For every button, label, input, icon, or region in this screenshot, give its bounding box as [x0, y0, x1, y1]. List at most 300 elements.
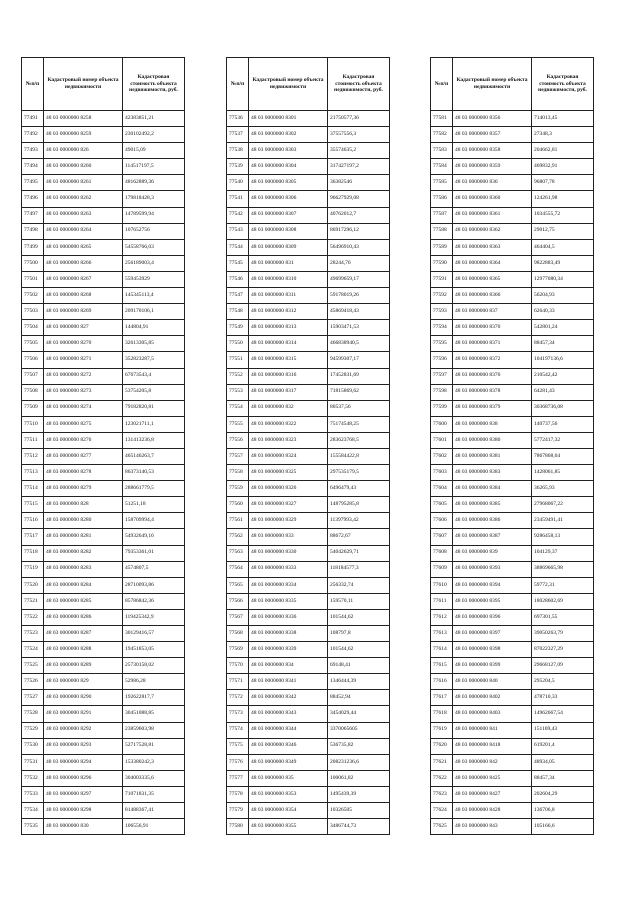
row-number: 77572: [227, 690, 249, 706]
cadastral-value: 52986,28: [123, 674, 185, 690]
row-number: 77556: [227, 432, 249, 448]
cadastral-value: 29012,75: [532, 223, 594, 239]
row-number: 77581: [431, 111, 453, 127]
cadastral-value: 88672,67: [328, 529, 390, 545]
cadastral-number: 48 03 0000000 8349: [249, 754, 328, 770]
table-row: [227, 384, 390, 400]
table-row: [227, 497, 390, 513]
cadastral-value: 48934,05: [532, 754, 594, 770]
cadastral-number: 48 03 0000000 8288: [44, 642, 123, 658]
cadastral-value: 466838940,5: [328, 336, 390, 352]
cadastral-value: 151169,43: [532, 722, 594, 738]
cadastral-number: 48 03 0000000 8338: [249, 626, 328, 642]
cadastral-value: 140737,56: [532, 416, 594, 432]
row-number: 77553: [227, 384, 249, 400]
cadastral-value: 88457,34: [532, 336, 594, 352]
cadastral-value: 29668127,09: [532, 658, 594, 674]
table-row: [431, 175, 594, 191]
cadastral-value: 192622817,7: [123, 690, 185, 706]
cadastral-number: 48 03 0000000 840: [453, 674, 532, 690]
table-row: [22, 320, 185, 336]
cadastral-value: 148795285,8: [328, 497, 390, 513]
row-number: 77530: [22, 738, 44, 754]
cadastral-value: 559453929: [123, 271, 185, 287]
table-row: [431, 127, 594, 143]
table-row: [431, 384, 594, 400]
table-row: [431, 513, 594, 529]
cadastral-number: 48 03 0000000 8265: [44, 239, 123, 255]
cadastral-value: 71815869,62: [328, 384, 390, 400]
cadastral-number: 48 03 0000000 8313: [249, 320, 328, 336]
cadastral-number: 48 03 0000000 834: [249, 658, 328, 674]
cadastral-number: 48 03 0000000 8284: [44, 577, 123, 593]
table-row: [227, 143, 390, 159]
table-row: [227, 320, 390, 336]
table-row: [227, 513, 390, 529]
cadastral-value: 9286458,13: [532, 529, 594, 545]
table-row: [22, 497, 185, 513]
header-cadastral-value: Кадастровая стоимость объекта недвижимости, руб.: [532, 58, 594, 111]
row-number: 77567: [227, 609, 249, 625]
cadastral-number: 48 03 0000000 8366: [453, 288, 532, 304]
table-row: [22, 593, 185, 609]
cadastral-value: 153380242,3: [123, 754, 185, 770]
cadastral-value: 283623768,5: [328, 432, 390, 448]
row-number: 77510: [22, 416, 44, 432]
cadastral-number: 48 03 0000000 8267: [44, 271, 123, 287]
cadastral-number: 48 03 0000000 8333: [249, 561, 328, 577]
table-row: [431, 207, 594, 223]
cadastral-value: 9822883,49: [532, 255, 594, 271]
table-row: [227, 561, 390, 577]
cadastral-value: 101544,62: [328, 609, 390, 625]
table-row: [22, 175, 185, 191]
row-number: 77533: [22, 786, 44, 802]
cadastral-number: 48 03 0000000 8307: [249, 207, 328, 223]
row-number: 77559: [227, 481, 249, 497]
row-number: 77569: [227, 642, 249, 658]
cadastral-value: 124261,98: [532, 191, 594, 207]
cadastral-number: 48 03 0000000 8386: [453, 513, 532, 529]
cadastral-number: 48 03 0000000 8294: [44, 754, 123, 770]
cadastral-number: 48 03 0000000 8396: [453, 609, 532, 625]
cadastral-value: 32613305,85: [123, 336, 185, 352]
cadastral-value: 208231236,6: [328, 754, 390, 770]
table-row: [227, 239, 390, 255]
table-row: [22, 336, 185, 352]
table-row: [227, 529, 390, 545]
table-row: [22, 674, 185, 690]
cadastral-value: 49699659,17: [328, 271, 390, 287]
row-number: 77564: [227, 561, 249, 577]
cadastral-number: 48 03 0000000 8311: [249, 288, 328, 304]
table-row: [22, 545, 185, 561]
cadastral-number: 48 03 0000000 835: [249, 770, 328, 786]
table-row: [431, 352, 594, 368]
cadastral-value: 5772417,32: [532, 432, 594, 448]
cadastral-number: 48 03 0000000 8270: [44, 336, 123, 352]
table-row: [431, 722, 594, 738]
cadastral-number: 48 03 0000000 8339: [249, 642, 328, 658]
cadastral-value: 464404,5: [532, 239, 594, 255]
table-row: [227, 175, 390, 191]
cadastral-value: 209170106,1: [123, 304, 185, 320]
cadastral-value: 542801,24: [532, 320, 594, 336]
cadastral-value: 38869665,98: [532, 561, 594, 577]
table-row: [22, 400, 185, 416]
table-row: [22, 288, 185, 304]
cadastral-value: 28244,76: [328, 255, 390, 271]
row-number: 77622: [431, 770, 453, 786]
cadastral-number: 48 03 0000000 8280: [44, 513, 123, 529]
row-number: 77570: [227, 658, 249, 674]
row-number: 77606: [431, 513, 453, 529]
cadastral-number: 48 03 0000000 8305: [249, 175, 328, 191]
table-row: [227, 545, 390, 561]
cadastral-number: 48 03 0000000 8306: [249, 191, 328, 207]
table-row: [431, 738, 594, 754]
row-number: 77607: [431, 529, 453, 545]
cadastral-value: 87022327,29: [532, 642, 594, 658]
cadastral-number: 48 03 0000000 8289: [44, 658, 123, 674]
cadastral-value: 465146263,7: [123, 448, 185, 464]
row-number: 77508: [22, 384, 44, 400]
cadastral-value: 619201,4: [532, 738, 594, 754]
cadastral-value: 144804,91: [123, 320, 185, 336]
row-number: 77594: [431, 320, 453, 336]
row-number: 77497: [22, 207, 44, 223]
cadastral-number: 48 03 0000000 8274: [44, 400, 123, 416]
table-row: [431, 609, 594, 625]
row-number: 77495: [22, 175, 44, 191]
header-row: [227, 58, 390, 111]
row-number: 77589: [431, 239, 453, 255]
cadastral-number: 48 03 0000000 832: [249, 400, 328, 416]
table-row: [227, 706, 390, 722]
cadastral-value: 107652756: [123, 223, 185, 239]
row-number: 77577: [227, 770, 249, 786]
cadastral-number: 48 03 0000000 8293: [44, 738, 123, 754]
table-row: [227, 465, 390, 481]
row-number: 77507: [22, 368, 44, 384]
row-number: 77610: [431, 577, 453, 593]
table-row: [227, 191, 390, 207]
table-row: [227, 770, 390, 786]
table-row: [22, 642, 185, 658]
cadastral-value: 40762012,7: [328, 207, 390, 223]
cadastral-number: 48 03 0000000 8376: [453, 368, 532, 384]
cadastral-number: 48 03 0000000 8258: [44, 111, 123, 127]
cadastral-value: 75174548,25: [328, 416, 390, 432]
row-number: 77534: [22, 803, 44, 819]
table-row: [431, 819, 594, 835]
table-row: [431, 706, 594, 722]
row-number: 77500: [22, 255, 44, 271]
cadastral-number: 48 03 0000000 8402: [453, 690, 532, 706]
row-number: 77523: [22, 626, 44, 642]
row-number: 77597: [431, 368, 453, 384]
row-number: 77504: [22, 320, 44, 336]
row-number: 77602: [431, 448, 453, 464]
cadastral-value: 100061,82: [328, 770, 390, 786]
cadastral-value: 96627929,08: [328, 191, 390, 207]
row-number: 77604: [431, 481, 453, 497]
cadastral-number: 48 03 0000000 8302: [249, 127, 328, 143]
table-row: [22, 432, 185, 448]
table-row: [431, 593, 594, 609]
cadastral-number: 48 03 0000000 8428: [453, 803, 532, 819]
cadastral-number: 48 03 0000000 8281: [44, 529, 123, 545]
cadastral-number: 48 03 0000000 8273: [44, 384, 123, 400]
cadastral-value: 64281,43: [532, 384, 594, 400]
cadastral-value: 3486744,73: [328, 819, 390, 835]
cadastral-number: 48 03 0000000 8287: [44, 626, 123, 642]
table-row: [22, 770, 185, 786]
cadastral-value: 56496910,43: [328, 239, 390, 255]
table-row: [227, 754, 390, 770]
cadastral-number: 48 03 0000000 8324: [249, 448, 328, 464]
row-number: 77537: [227, 127, 249, 143]
row-number: 77509: [22, 400, 44, 416]
table-row: [227, 722, 390, 738]
cadastral-number: 48 03 0000000 837: [453, 304, 532, 320]
table-row: [22, 255, 185, 271]
cadastral-number: 48 03 0000000 830: [44, 819, 123, 835]
row-number: 77575: [227, 738, 249, 754]
cadastral-number: 48 03 0000000 8353: [249, 786, 328, 802]
cadastral-value: 1428061,85: [532, 465, 594, 481]
cadastral-number: 48 03 0000000 829: [44, 674, 123, 690]
cadastral-value: 30451088,85: [123, 706, 185, 722]
cadastral-number: 48 03 0000000 8296: [44, 770, 123, 786]
table-row: [431, 336, 594, 352]
cadastral-value: 1495439,39: [328, 786, 390, 802]
row-number: 77593: [431, 304, 453, 320]
row-number: 77552: [227, 368, 249, 384]
table-row: [22, 609, 185, 625]
row-number: 77576: [227, 754, 249, 770]
cadastral-value: 67673543,4: [123, 368, 185, 384]
cadastral-number: 48 03 0000000 8278: [44, 465, 123, 481]
cadastral-number: 48 03 0000000 8380: [453, 432, 532, 448]
table-row: [431, 626, 594, 642]
cadastral-number: 48 03 0000000 8298: [44, 803, 123, 819]
cadastral-value: 86917296,12: [328, 223, 390, 239]
cadastral-number: 48 03 0000000 8384: [453, 481, 532, 497]
cadastral-value: 81488367,41: [123, 803, 185, 819]
cadastral-number: 48 03 0000000 8285: [44, 593, 123, 609]
cadastral-value: 54558766,03: [123, 239, 185, 255]
table-row: [227, 803, 390, 819]
cadastral-number: 48 03 0000000 8379: [453, 400, 532, 416]
row-number: 77551: [227, 352, 249, 368]
table-row: [227, 690, 390, 706]
row-number: 77590: [431, 255, 453, 271]
table-row: [431, 577, 594, 593]
cadastral-value: 15903471,53: [328, 320, 390, 336]
cadastral-value: 123021711,1: [123, 416, 185, 432]
cadastral-number: 48 03 0000000 8346: [249, 738, 328, 754]
cadastral-number: 48 03 0000000 8335: [249, 593, 328, 609]
row-number: 77499: [22, 239, 44, 255]
cadastral-number: 48 03 0000000 8427: [453, 786, 532, 802]
cadastral-number: 48 03 0000000 8425: [453, 770, 532, 786]
cadastral-value: 108797,8: [328, 626, 390, 642]
cadastral-value: 1346444,39: [328, 674, 390, 690]
table-row: [22, 384, 185, 400]
cadastral-value: 136706,8: [532, 803, 594, 819]
table-row: [22, 304, 185, 320]
row-number: 77517: [22, 529, 44, 545]
cadastral-number: 48 03 0000000 8286: [44, 609, 123, 625]
cadastral-number: 48 03 0000000 8358: [453, 143, 532, 159]
cadastral-number: 48 03 0000000 8357: [453, 127, 532, 143]
row-number: 77565: [227, 577, 249, 593]
cadastral-value: 11397993,42: [328, 513, 390, 529]
table-row: [431, 191, 594, 207]
cadastral-number: 48 03 0000000 8291: [44, 706, 123, 722]
row-number: 77511: [22, 432, 44, 448]
cadastral-number: 48 03 0000000 8362: [453, 223, 532, 239]
row-number: 77546: [227, 271, 249, 287]
cadastral-number: 48 03 0000000 8355: [249, 819, 328, 835]
cadastral-number: 48 03 0000000 8344: [249, 722, 328, 738]
cadastral-value: 21750577,36: [328, 111, 390, 127]
table-row: [22, 223, 185, 239]
row-number: 77614: [431, 642, 453, 658]
row-number: 77555: [227, 416, 249, 432]
row-number: 77583: [431, 143, 453, 159]
table-row: [22, 352, 185, 368]
row-number: 77526: [22, 674, 44, 690]
cadastral-number: 48 03 0000000 8341: [249, 674, 328, 690]
cadastral-value: 14789599,94: [123, 207, 185, 223]
row-number: 77493: [22, 143, 44, 159]
cadastral-number: 48 03 0000000 8327: [249, 497, 328, 513]
row-number: 77613: [431, 626, 453, 642]
row-number: 77596: [431, 352, 453, 368]
table-row: [431, 529, 594, 545]
row-number: 77503: [22, 304, 44, 320]
table-row: [431, 754, 594, 770]
cadastral-number: 48 03 0000000 8279: [44, 481, 123, 497]
row-number: 77566: [227, 593, 249, 609]
row-number: 77582: [431, 127, 453, 143]
row-number: 77498: [22, 223, 44, 239]
header-cadastral-number: Кадастровый номер объекта недвижимости: [249, 58, 328, 111]
cadastral-number: 48 03 0000000 841: [453, 722, 532, 738]
cadastral-value: 54042629,71: [328, 545, 390, 561]
cadastral-number: 48 03 0000000 8317: [249, 384, 328, 400]
row-number: 77535: [22, 819, 44, 835]
cadastral-number: 48 03 0000000 8316: [249, 368, 328, 384]
cadastral-value: 352823287,5: [123, 352, 185, 368]
cadastral-number: 48 03 0000000 8282: [44, 545, 123, 561]
header-cadastral-number: Кадастровый номер объекта недвижимости: [453, 58, 532, 111]
table-row: [431, 111, 594, 127]
header-cadastral-value: Кадастровая стоимость объекта недвижимости, руб.: [123, 58, 185, 111]
row-number: 77603: [431, 465, 453, 481]
cadastral-value: 295204,5: [532, 674, 594, 690]
table-row: [227, 400, 390, 416]
cadastral-value: 3454029,44: [328, 706, 390, 722]
cadastral-number: 48 03 0000000 8322: [249, 416, 328, 432]
header-cadastral-value: Кадастровая стоимость объекта недвижимости, руб.: [328, 58, 390, 111]
cadastral-number: 48 03 0000000 8263: [44, 207, 123, 223]
cadastral-number: 48 03 0000000 8334: [249, 577, 328, 593]
table-row: [227, 593, 390, 609]
cadastral-value: 304003335,6: [123, 770, 185, 786]
row-number: 77542: [227, 207, 249, 223]
table-row: [431, 255, 594, 271]
cadastral-value: 19451853,05: [123, 642, 185, 658]
cadastral-number: 48 03 0000000 8314: [249, 336, 328, 352]
table-row: [22, 561, 185, 577]
row-number: 77543: [227, 223, 249, 239]
row-number: 77514: [22, 481, 44, 497]
table-row: [227, 432, 390, 448]
table-row: [431, 658, 594, 674]
cadastral-number: 48 03 0000000 8418: [453, 738, 532, 754]
table-row: [22, 159, 185, 175]
row-number: 77562: [227, 529, 249, 545]
header-row: [431, 58, 594, 111]
row-number: 77619: [431, 722, 453, 738]
table-row: [22, 803, 185, 819]
cadastral-number: 48 03 0000000 836: [453, 175, 532, 191]
cadastral-value: 104129,37: [532, 545, 594, 561]
cadastral-value: 697301,55: [532, 609, 594, 625]
row-number: 77513: [22, 465, 44, 481]
cadastral-value: 1034555,72: [532, 207, 594, 223]
row-number: 77561: [227, 513, 249, 529]
cadastral-value: 79182820,81: [123, 400, 185, 416]
row-number: 77545: [227, 255, 249, 271]
cadastral-number: 48 03 0000000 843: [453, 819, 532, 835]
table-row: [431, 465, 594, 481]
row-number: 77617: [431, 690, 453, 706]
cadastral-value: 59178019,26: [328, 288, 390, 304]
cadastral-table-2: [226, 57, 390, 835]
row-number: 77624: [431, 803, 453, 819]
cadastral-number: 48 03 0000000 8403: [453, 706, 532, 722]
cadastral-number: 48 03 0000000 8397: [453, 626, 532, 642]
cadastral-value: 54932649,16: [123, 529, 185, 545]
row-number: 77612: [431, 609, 453, 625]
cadastral-value: 59772,31: [532, 577, 594, 593]
row-number: 77615: [431, 658, 453, 674]
cadastral-number: 48 03 0000000 8336: [249, 609, 328, 625]
cadastral-number: 48 03 0000000 8398: [453, 642, 532, 658]
cadastral-value: 42383851,21: [123, 111, 185, 127]
cadastral-value: 10326505: [328, 803, 390, 819]
table-row: [431, 223, 594, 239]
cadastral-number: 48 03 0000000 8283: [44, 561, 123, 577]
row-number: 77618: [431, 706, 453, 722]
table-row: [22, 513, 185, 529]
row-number: 77536: [227, 111, 249, 127]
cadastral-number: 48 03 0000000 8290: [44, 690, 123, 706]
row-number: 77516: [22, 513, 44, 529]
cadastral-value: 96807,78: [532, 175, 594, 191]
cadastral-number: 48 03 0000000 8259: [44, 127, 123, 143]
row-number: 77584: [431, 159, 453, 175]
cadastral-number: 48 03 0000000 842: [453, 754, 532, 770]
row-number: 77525: [22, 658, 44, 674]
table-row: [431, 416, 594, 432]
cadastral-number: 48 03 0000000 8385: [453, 497, 532, 513]
table-row: [22, 529, 185, 545]
